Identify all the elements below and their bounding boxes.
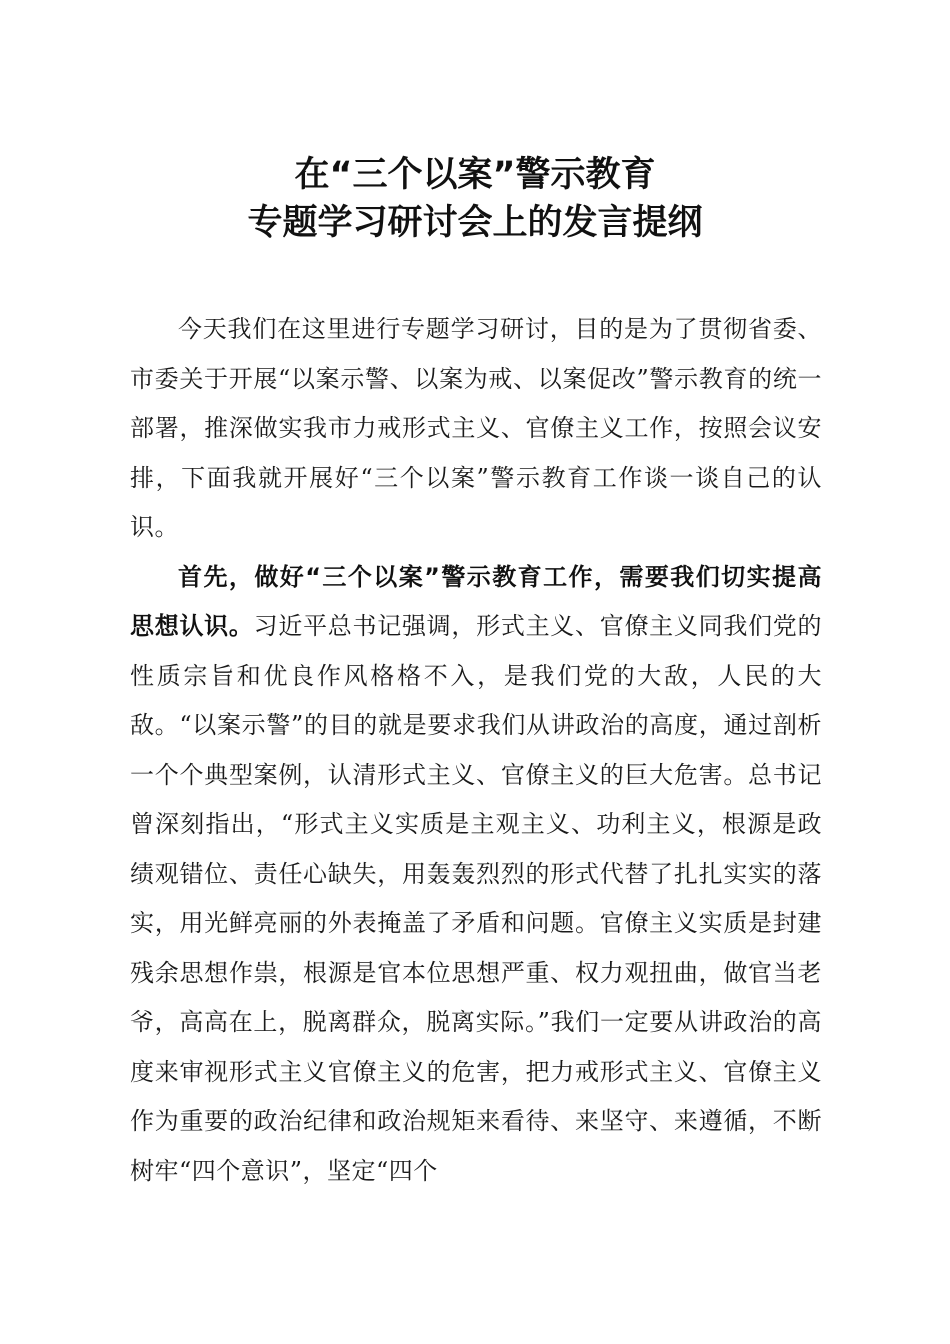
document-title-line-1: 在“三个以案”警示教育 [294, 155, 656, 195]
paragraph-lead-heading: 首先，做好“三个以案”警示教育工作，需要我们切实提高思想认识。 [130, 562, 822, 640]
document-title-line-2: 专题学习研讨会上的发言提纲 [247, 203, 703, 243]
paragraph-first-point [130, 553, 822, 1197]
document-body [130, 305, 822, 1196]
paragraph-text: 习近平总书记强调，形式主义、官僚主义同我们党的性质宗旨和优良作风格格不入，是我们党的大敌，人民的大敌。“以案示警”的目的就是要求我们从讲政治的高度，通过剖析一个个典型案例，认清形式主义、官僚主义的巨大危害。总书记曾深刻指出，“形式主义实质是主观主义、功利主义，根源是政绩观错位、责任心缺失，用轰轰烈烈的形式代替了扎扎实实的落实，用光鲜亮丽的外表掩盖了矛盾和问题。官僚主义实质是封建残余思想作祟，根源是官本位思想严重、权力观扭曲，做官当老爷，高高在上，脱离群众，脱离实际。”我们一定要从讲政治的高度来审视形式主义官僚主义的危害，把力戒形式主义、官僚主义作为重要的政治纪律和政治规矩来看待、来坚守、来遵循，不断树牢“四个意识”，坚定“四个 [130, 612, 823, 1185]
paragraph-intro [130, 305, 822, 553]
paragraph-text: 今天我们在这里进行专题学习研讨，目的是为了贯彻省委、市委关于开展“以案示警、以案为戒、以案促改”警示教育的统一部署，推深做实我市力戒形式主义、官僚主义工作，按照会议安排，下面我就开展好“三个以案”警示教育工作谈一谈自己的认识。 [130, 315, 822, 541]
